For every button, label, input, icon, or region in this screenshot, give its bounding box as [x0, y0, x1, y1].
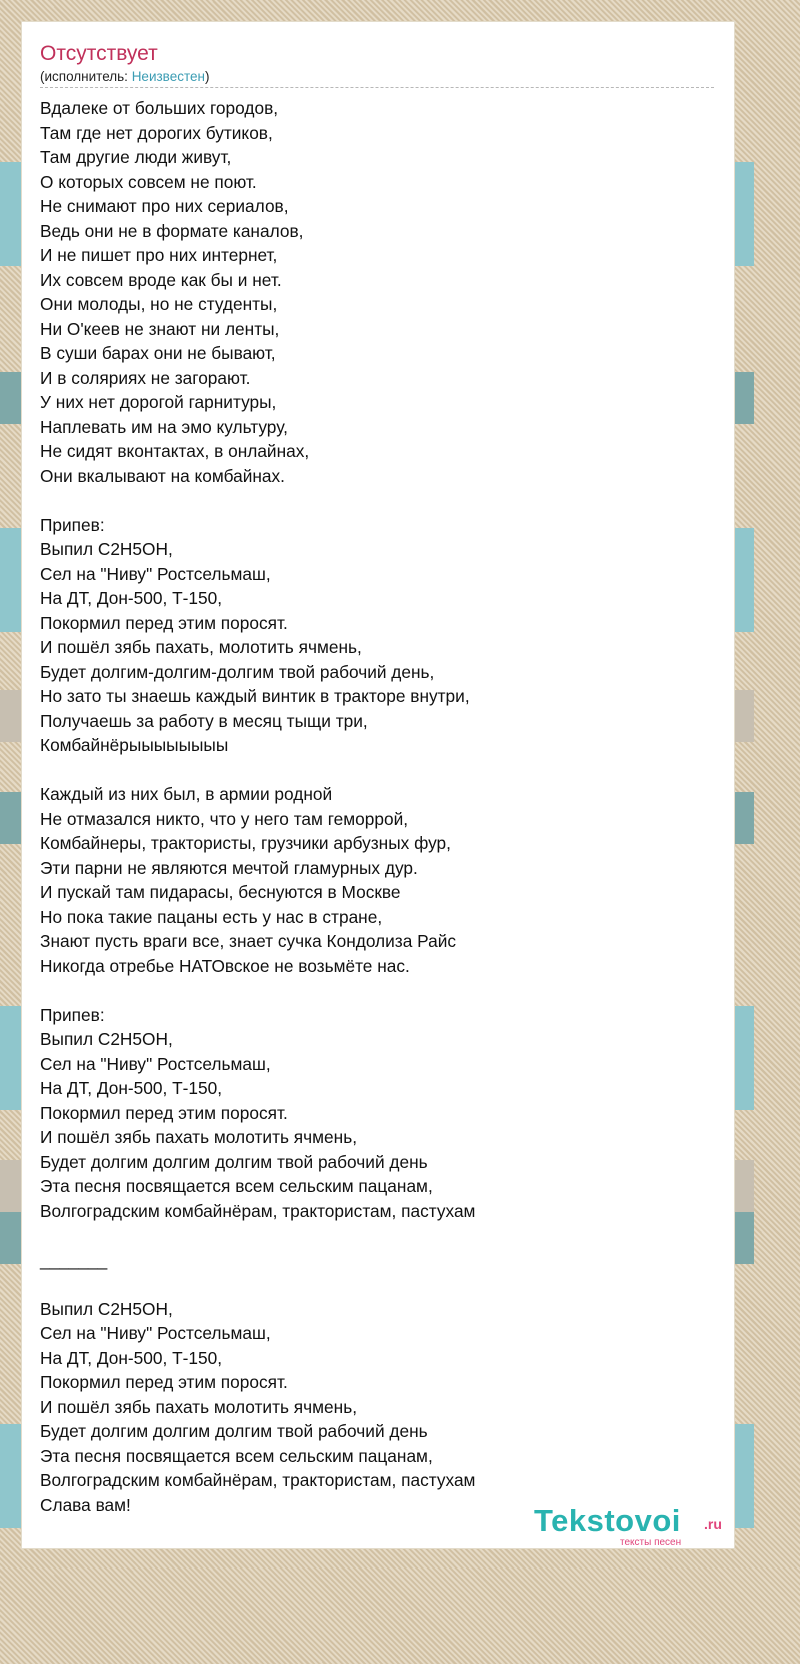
artist-prefix: (исполнитель: — [40, 69, 132, 84]
artist-suffix: ) — [204, 69, 210, 84]
site-logo[interactable] — [534, 1504, 724, 1550]
logo-domain: .ru — [704, 1516, 722, 1532]
artist-link[interactable]: Неизвестен — [131, 69, 205, 84]
logo-tagline: тексты песен — [620, 1537, 682, 1548]
song-title: Отсутствует — [40, 42, 158, 65]
title-divider — [40, 87, 714, 88]
logo-name: Tekstovoi — [534, 1503, 681, 1538]
artist-line — [40, 68, 209, 86]
lyrics-text: Вдалеке от больших городов, Там где нет дорогих бутиков, Там другие люди живут, О которых совсем не поют. Не снимают про них сериалов, Ведь они не в формате каналов, И не пишет про них интернет, Их совсем вроде как бы и нет. Они молоды, но не студенты, Ни О'кеев не знают ни ленты, В суши барах они не бывают, И в соляриях не загорают. У них нет дорогой гарнитуры, Наплевать им на эмо культуру, Не сидят вконтактах, в онлайнах, Они вкалывают на комбайнах. Припев: Выпил C2H5OH, Сел на "Ниву" Ростсельмаш, На ДТ, Дон-500, Т-150, Покормил перед этим поросят. И пошёл зябь пахать, молотить ячмень, Будет долгим-долгим-долгим твой рабочий день, Но зато ты знаешь каждый винтик в тракторе внутри, Получаешь за работу в месяц тыщи три, Комбайнёрыыыыыыыы Каждый из них был, в армии родной Не отмазался никто, что у него там геморрой, Комбайнеры, трактористы, грузчики арбузных фур, Эти парни не являются мечтой гламурных дур. И пускай там пидарасы, беснуются в Москве Но пока такие пацаны есть у нас в стране, Знают пусть враги все, знает сучка Кондолиза Райс Никогда отребье НАТОвское не возьмёте нас. Припев: Выпил C2H5OH, Сел на "Ниву" Ростсельмаш, На ДТ, Дон-500, Т-150, Покормил перед этим поросят. И пошёл зябь пахать молотить ячмень, Будет долгим долгим долгим твой рабочий день Эта песня посвящается всем сельским пацанам, Волгоградским комбайнёрам, трактористам, пастухам _______ Выпил C2H5OH, Сел на "Ниву" Ростсельмаш, На ДТ, Дон-500, Т-150, Покормил перед этим поросят. И пошёл зябь пахать молотить ячмень, Будет долгим долгим долгим твой рабочий день Эта песня посвящается всем сельским пацанам, Волгоградским комбайнёрам, трактористам, пастухам Слава вам! — [40, 98, 476, 1515]
lyrics-card — [22, 22, 734, 1548]
